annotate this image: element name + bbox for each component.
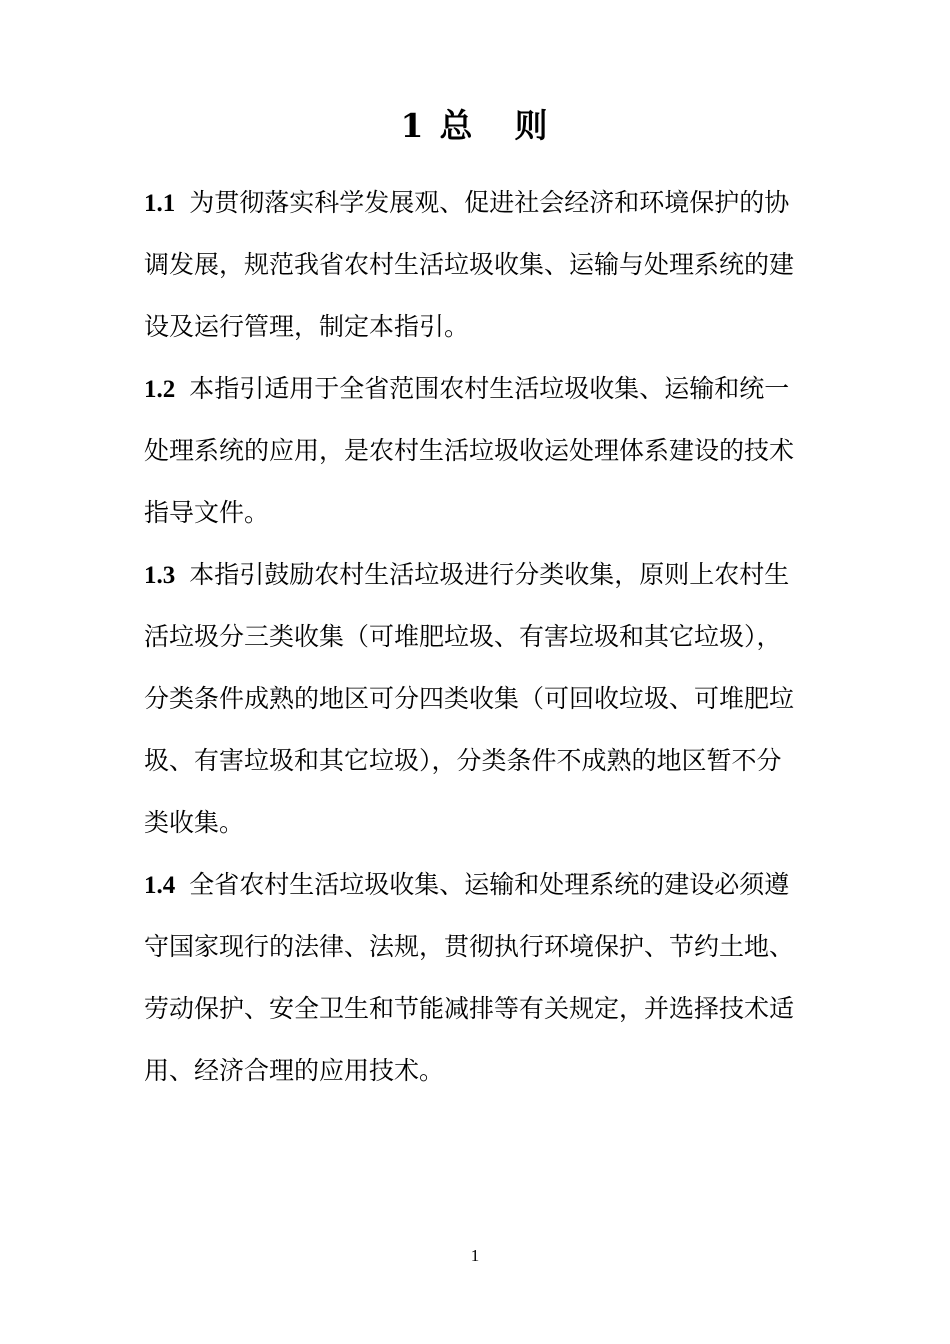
paragraph-line: 本指引适用于全省范围农村生活垃圾收集、运输和统一 (189, 374, 790, 403)
paragraph-line: 劳动保护、安全卫生和节能减排等有关规定，并选择技术适 (144, 994, 795, 1023)
paragraph-line: 用、经济合理的应用技术。 (144, 1056, 445, 1085)
section-1-4 (144, 854, 822, 1102)
paragraph-line: 为贯彻落实科学发展观、促进社会经济和环境保护的协 (189, 188, 790, 217)
paragraph-line: 类收集。 (144, 808, 245, 837)
section-1-2 (144, 358, 822, 544)
section-1-1 (144, 172, 822, 358)
chapter-title (0, 100, 950, 152)
paragraph-line: 指导文件。 (144, 498, 270, 527)
section-number: 1.4 (144, 872, 176, 899)
paragraph-line: 设及运行管理，制定本指引。 (144, 312, 470, 341)
chapter-title-char-2: 则 (514, 106, 550, 145)
section-1-3 (144, 544, 822, 854)
paragraph-line: 本指引鼓励农村生活垃圾进行分类收集，原则上农村生 (189, 560, 790, 589)
chapter-number: 1 (400, 106, 426, 145)
paragraph-line: 守国家现行的法律、法规，贯彻执行环境保护、节约土地、 (144, 932, 795, 961)
section-number: 1.3 (144, 562, 176, 589)
page-number: 1 (470, 1246, 480, 1265)
paragraph-line: 圾、有害垃圾和其它垃圾），分类条件不成熟的地区暂不分 (144, 746, 782, 775)
paragraph-line: 处理系统的应用，是农村生活垃圾收运处理体系建设的技术 (144, 436, 795, 465)
chapter-title-char-1: 总 (439, 106, 475, 145)
section-number: 1.2 (144, 376, 176, 403)
paragraph-line: 全省农村生活垃圾收集、运输和处理系统的建设必须遵 (189, 870, 790, 899)
paragraph-line: 分类条件成熟的地区可分四类收集（可回收垃圾、可堆肥垃 (144, 684, 795, 713)
paragraph-line: 活垃圾分三类收集（可堆肥垃圾、有害垃圾和其它垃圾）， (144, 622, 782, 651)
document-body (144, 172, 822, 1102)
section-number: 1.1 (144, 190, 176, 217)
paragraph-line: 调发展，规范我省农村生活垃圾收集、运输与处理系统的建 (144, 250, 795, 279)
